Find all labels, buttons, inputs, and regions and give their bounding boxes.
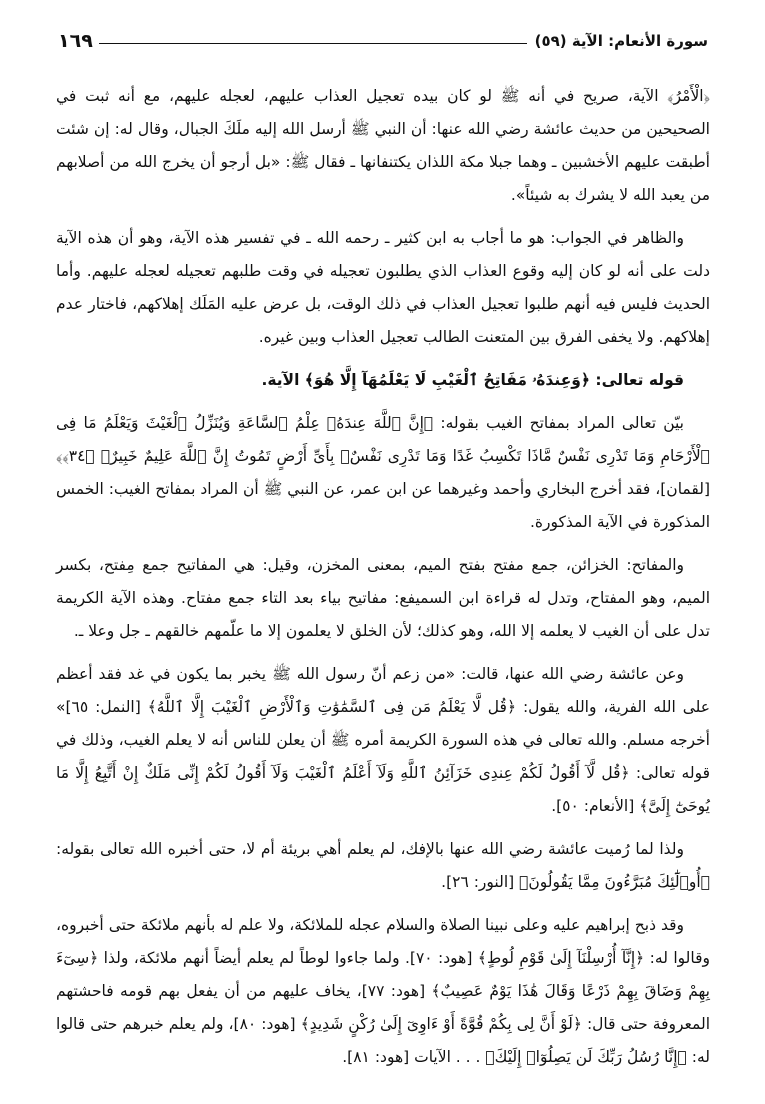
surah-verse-title: سورة الأنعام: الآية (٥٩): [534, 32, 708, 50]
paragraph: والمفاتح: الخزائن، جمع مفتح بفتح الميم، بمعنى المخزن، وقيل: هي المفاتيح جمع مِفتح، بكسر الميم، وهو المفتاح، وتدل له قراءة ابن السميفع: مفاتيح بياء بعد التاء جمع مفتاح. وهذه الآية الكريمة تدل على أن الغيب لا يعلمه إلا الله، وهو كذلك؛ لأن الخلق لا يعلمون إلا ما علّمهم خالقهم ـ جل وعلا ـ.: [56, 556, 710, 640]
paragraph: وعن عائشة رضي الله عنها، قالت: «من زعم أنّ رسول الله ﷺ يخبر بما يكون في غد فقد أعظم على الله الفرية، والله يقول: ﴿قُل لَّا يَعْلَمُ مَن فِى ٱلسَّمَٰوَٰتِ وَٱلْأَرْضِ ٱلْغَيْبَ إِلَّا ٱللَّهُ﴾ [النمل: ٦٥]» أخرجه مسلم. والله تعالى في هذه السورة الكريمة أمره ﷺ أن يعلن للناس أنه لا يعلم الغيب، وذلك في قوله تعالى: ﴿قُل لَّآ أَقُولُ لَكُمْ عِندِى خَزَآئِنُ ٱللَّهِ وَلَآ أَعْلَمُ ٱلْغَيْبَ وَلَآ أَقُولُ لَكُمْ إِنِّى مَلَكٌ إِنْ أَتَّبِعُ إِلَّا مَا يُوحَىٰٓ إِلَىَّ﴾ [الأنعام: ٥٠].: [56, 665, 710, 815]
verse-heading: قوله تعالى: ﴿وَعِندَهُۥ مَفَاتِحُ ٱلْغَيْبِ لَا يَعْلَمُهَآ إِلَّا هُوَ﴾ الآية.: [261, 371, 684, 389]
page-number: ١٦٩: [58, 30, 93, 52]
header-rule: [99, 43, 527, 44]
running-header: [58, 28, 708, 54]
paragraph: ولذا لما رُميت عائشة رضي الله عنها بالإفك، لم يعلم أهي بريئة أم لا، حتى أخبره الله تعالى بقوله: ﴿أُو۟لَٰٓئِكَ مُبَرَّءُونَ مِمَّا يَقُولُونَ﴾ [النور: ٢٦].: [56, 840, 710, 891]
page-body: [56, 80, 710, 1084]
paragraph: والظاهر في الجواب: هو ما أجاب به ابن كثير ـ رحمه الله ـ في تفسير هذه الآية، وهو أن هذه الآية دلت على أنه لو كان إليه وقوع العذاب الذي يطلبون تعجيله في وقت طلبهم تعجيله لعجله عليهم. وأما الحديث فليس فيه أنهم طلبوا تعجيل العذاب في ذلك الوقت، بل عرض عليه المَلَك إهلاكهم، فاختار عدم إهلاكهم. ولا يخفى الفرق بين المتعنت الطالب تعجيل العذاب وبين غيره.: [56, 229, 710, 346]
paragraph: وقد ذبح إبراهيم عليه وعلى نبينا الصلاة والسلام عجله للملائكة، ولا علم له بأنهم ملائكة حتى أخبروه، وقالوا له: ﴿إِنَّآ أُرْسِلْنَآ إِلَىٰ قَوْمِ لُوطٍ﴾ [هود: ٧٠]. ولما جاءوا لوطاً لم يعلم أيضاً أنهم ملائكة، ولذا ﴿سِىٓءَ بِهِمْ وَضَاقَ بِهِمْ ذَرْعًا وَقَالَ هَٰذَا يَوْمٌ عَصِيبٌ﴾ [هود: ٧٧]، يخاف عليهم من أن يفعل بهم قومه فاحشتهم المعروفة حتى قال: ﴿لَوْ أَنَّ لِى بِكُمْ قُوَّةً أَوْ ءَاوِىٓ إِلَىٰ رُكْنٍ شَدِيدٍ﴾ [هود: ٨٠]، ولم يعلم خبرهم حتى قالوا له: ﴿إِنَّا رُسُلُ رَبِّكَ لَن يَصِلُوٓا۟ إِلَيْكَ﴾ . . . الآيات [هود: ٨١].: [56, 916, 710, 1066]
paragraph: بيّن تعالى المراد بمفاتح الغيب بقوله: ﴿إِنَّ ٱللَّهَ عِندَهُۥ عِلْمُ ٱلسَّاعَةِ وَيُنَزِّلُ ٱلْغَيْثَ وَيَعْلَمُ مَا فِى ٱلْأَرْحَامِ وَمَا تَدْرِى نَفْسٌ مَّاذَا تَكْسِبُ غَدًا وَمَا تَدْرِى نَفْسٌۢ بِأَىِّ أَرْضٍ تَمُوتُ إِنَّ ٱللَّهَ عَلِيمٌ خَبِيرٌۢ ﴿٣٤﴾﴾ [لقمان]، فقد أخرج البخاري وأحمد وغيرهما عن ابن عمر، عن النبي ﷺ أن المراد بمفاتح الغيب: الخمس المذكورة في الآية المذكورة.: [56, 414, 710, 531]
paragraph: ﴿الْأَمْرُ﴾ الآية، صريح في أنه ﷺ لو كان بيده تعجيل العذاب عليهم، لعجله عليهم، مع أنه ثبت في الصحيحين من حديث عائشة رضي الله عنها: أن النبي ﷺ أرسل الله إليه ملَكَ الجبال، وقال له: إن شئت أطبقت عليهم الأخشبين ـ وهما جبلا مكة اللذان يكتنفانها ـ فقال ﷺ: «بل أرجو أن يخرج الله من أصلابهم من يعبد الله لا يشرك به شيئاً».: [56, 87, 710, 204]
